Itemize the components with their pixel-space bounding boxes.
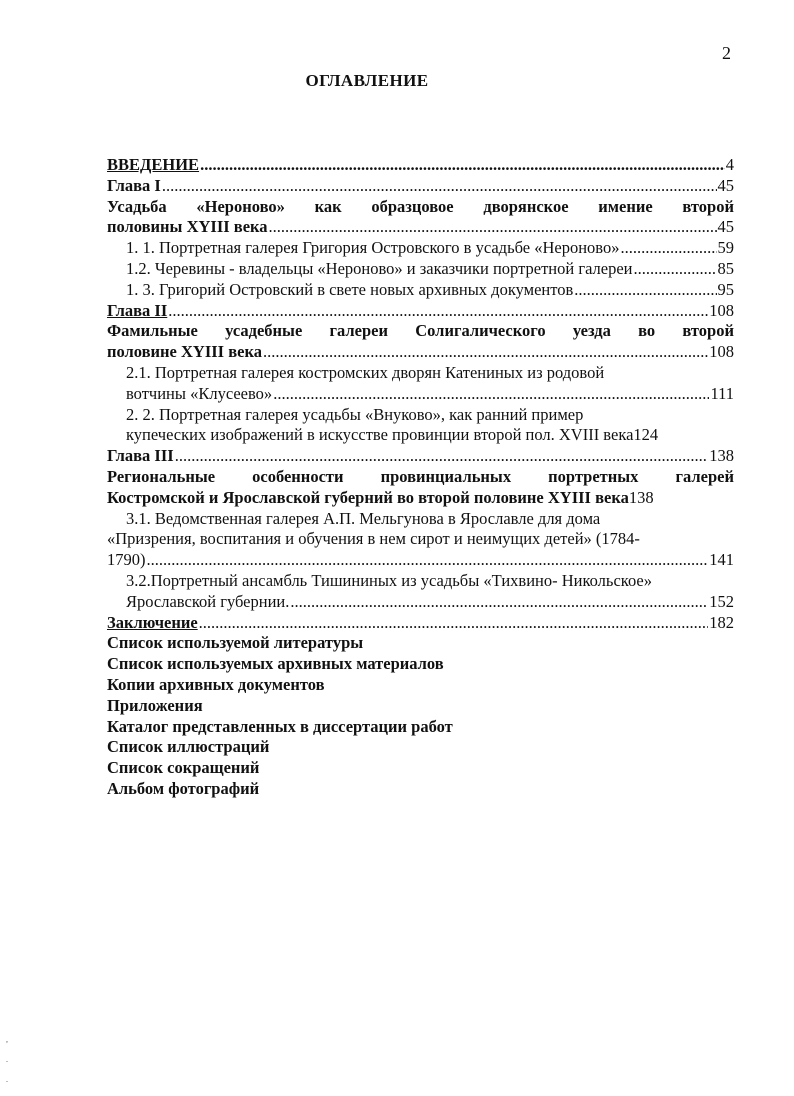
toc-entry-section-1-2[interactable] <box>107 259 734 280</box>
toc-entry-label: 1. 1. Портретная галерея Григория Островского в усадьбе «Нероново» <box>126 238 620 258</box>
toc-entry-chapter-2-title[interactable] <box>107 342 734 363</box>
toc-entry-page: 124 <box>633 425 659 445</box>
toc-entry-label: Глава II <box>107 300 168 320</box>
toc-entry-chapter-3-title[interactable] <box>107 488 734 509</box>
toc-entry-page: 108 <box>709 300 734 320</box>
page-title: ОГЛАВЛЕНИЕ <box>305 71 429 90</box>
chapter-2-title-line-1: Фамильные усадебные галереи Солигалического уезда во второй <box>107 321 734 341</box>
toc-extra-section[interactable]: Список используемой литературы <box>107 633 364 653</box>
toc-extra-section[interactable]: Каталог представленных в диссертации работ <box>107 716 453 736</box>
toc-extra-section[interactable]: Список иллюстраций <box>107 737 270 757</box>
toc-entry-label: 1. 3. Григорий Островский в свете новых архивных документов <box>126 279 574 299</box>
toc-entry-page: 59 <box>717 238 734 258</box>
toc-entry-section-2-1[interactable] <box>107 384 734 405</box>
toc-entry-label: вотчины «Клусеево» <box>126 383 273 403</box>
toc-entry-section-3-1[interactable] <box>107 550 734 571</box>
toc-entry-page: 45 <box>717 175 734 195</box>
toc-entry-label: Ярославской губернии. <box>126 591 290 611</box>
toc-extra-section[interactable]: Альбом фотографий <box>107 778 260 798</box>
toc-entry-chapter-1-title[interactable] <box>107 217 734 238</box>
toc-entry-chapter-3[interactable] <box>107 446 734 467</box>
toc-entry-label: 1790) <box>107 550 146 570</box>
dot-leader <box>199 613 709 634</box>
toc-entry-page: 152 <box>709 591 734 611</box>
section-3-2-line-1: 3.2.Портретный ансамбль Тишининых из усадьбы «Тихвино- Никольское» <box>126 570 652 590</box>
toc-extra-section[interactable]: Список используемых архивных материалов <box>107 654 444 674</box>
section-2-2-line-1: 2. 2. Портретная галерея усадьбы «Внуково», как ранний пример <box>126 404 584 424</box>
toc-entry-chapter-1[interactable] <box>107 176 734 197</box>
dot-leader <box>200 155 725 176</box>
toc-entry-page: 111 <box>710 383 734 403</box>
toc-entry-label: Глава III <box>107 446 174 466</box>
toc-entry-label: половине XYIII века <box>107 342 262 362</box>
dot-leader <box>263 342 708 363</box>
section-2-1-line-1: 2.1. Портретная галерея костромских дворян Катениных из родовой <box>126 362 605 382</box>
dot-leader <box>273 384 709 405</box>
toc-entry-label: ВВЕДЕНИЕ <box>107 155 200 174</box>
dot-leader <box>147 550 709 571</box>
dot-leader <box>175 446 709 467</box>
toc-entry-page: 108 <box>709 342 734 362</box>
toc-extra-section[interactable]: Список сокращений <box>107 758 260 778</box>
scan-marks: , . . <box>6 1035 8 1084</box>
toc-entry-page: 182 <box>709 612 734 632</box>
dot-leader <box>574 280 716 301</box>
toc-entry-section-2-2[interactable] <box>107 425 734 446</box>
toc-entry-page: 45 <box>717 217 734 237</box>
dot-leader <box>620 238 716 259</box>
toc-entry-label: Глава I <box>107 175 161 195</box>
dot-leader <box>290 592 708 613</box>
toc-entry-page: 138 <box>709 446 734 466</box>
toc-entry-label: Заключение <box>107 612 198 632</box>
toc-entry-section-1-1[interactable] <box>107 238 734 259</box>
toc-extra-section[interactable]: Копии архивных документов <box>107 674 325 694</box>
toc-entry-page: 4 <box>725 155 734 174</box>
toc-entry-label: купеческих изображений в искусстве провинции второй пол. XVIII века <box>126 425 634 445</box>
toc-entry-section-1-3[interactable] <box>107 280 734 301</box>
section-3-1-line-1: 3.1. Ведомственная галерея А.П. Мельгунова в Ярославле для дома <box>126 508 601 528</box>
chapter-1-title-line-1: Усадьба «Нероново» как образцовое дворянское имение второй <box>107 196 734 216</box>
toc-entry-intro[interactable] <box>107 155 734 176</box>
toc-entry-page: 138 <box>628 487 654 507</box>
table-of-contents <box>107 155 734 800</box>
dot-leader <box>269 217 717 238</box>
dot-leader <box>162 176 717 197</box>
toc-entry-section-3-2[interactable] <box>107 592 734 613</box>
section-3-1-line-2: «Призрения, воспитания и обучения в нем сирот и неимущих детей» (1784- <box>107 529 640 549</box>
toc-entry-label: 1.2. Черевины - владельцы «Нероново» и заказчики портретной галереи <box>126 258 633 278</box>
dot-leader <box>634 259 717 280</box>
toc-entry-label: половины XYIII века <box>107 217 268 237</box>
toc-entry-label: Костромской и Ярославской губерний во второй половине XYIII века <box>107 487 629 507</box>
toc-entry-page: 141 <box>709 550 734 570</box>
toc-entry-page: 85 <box>717 258 734 278</box>
dot-leader <box>168 301 708 322</box>
chapter-3-title-line-1: Региональные особенности провинциальных портретных галерей <box>107 466 734 486</box>
toc-entry-page: 95 <box>717 279 734 299</box>
toc-entry-conclusion[interactable] <box>107 613 734 634</box>
toc-extra-section[interactable]: Приложения <box>107 695 203 715</box>
page-number: 2 <box>722 43 731 63</box>
toc-entry-chapter-2[interactable] <box>107 301 734 322</box>
